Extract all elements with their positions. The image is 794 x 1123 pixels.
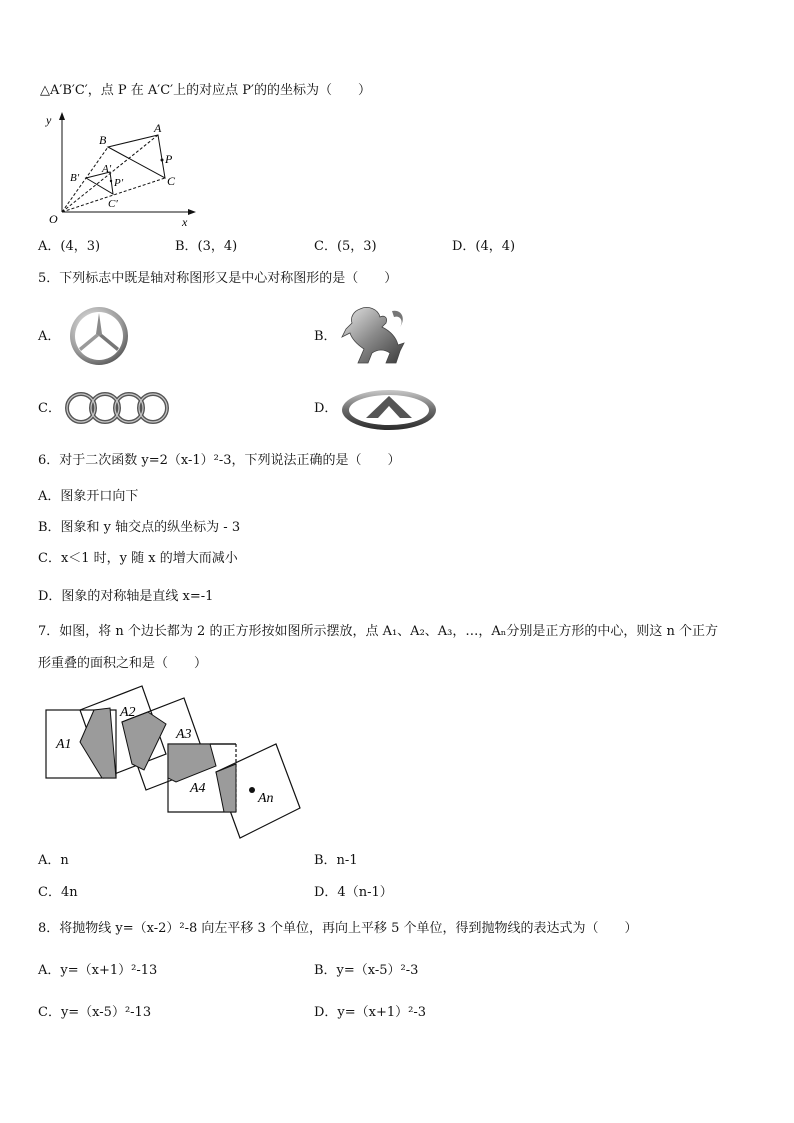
label-a: A — [154, 121, 162, 135]
q5-option-c-label[interactable]: C． — [38, 401, 61, 416]
q4-option-b[interactable]: B．(3，4) — [175, 239, 238, 254]
q7-option-b[interactable]: B．n-1 — [314, 853, 358, 868]
triangle-a1b1c1 — [86, 172, 113, 194]
q4-stem: △A′B′C′，点 P 在 A′C′上的对应点 P′的的坐标为（ ） — [40, 83, 371, 98]
q7-stem-line2: 形重叠的面积之和是（ ） — [38, 656, 208, 671]
q7-option-d[interactable]: D．4（n-1） — [314, 885, 393, 900]
ray-ob — [62, 147, 108, 212]
mercedes-logo-icon[interactable] — [68, 305, 130, 367]
overlap-4[interactable] — [216, 764, 236, 812]
label-a4: A4 — [190, 781, 206, 796]
q6-option-d[interactable]: D．图象的对称轴是直线 x=-1 — [38, 589, 214, 604]
center-an-dot — [249, 787, 255, 793]
q5-option-a-label[interactable]: A． — [38, 329, 61, 344]
q4-coordinate-figure — [40, 110, 210, 232]
q5-option-d-label[interactable]: D． — [314, 401, 338, 416]
triangle-abc — [108, 135, 165, 178]
q5-option-b-label[interactable]: B． — [314, 329, 337, 344]
label-c1: C′ — [108, 198, 118, 210]
point-p — [161, 159, 164, 162]
label-an: An — [258, 791, 274, 806]
q5-stem: 5．下列标志中既是轴对称图形又是中心对称图形的是（ ） — [38, 271, 398, 286]
q6-option-c[interactable]: C．x＜1 时，y 随 x 的增大而减小 — [38, 551, 238, 566]
infiniti-logo-icon[interactable] — [340, 388, 438, 432]
q8-option-b[interactable]: B．y=（x-5）²-3 — [314, 963, 419, 978]
q8-option-a[interactable]: A．y=（x+1）²-13 — [38, 963, 158, 978]
overlap-2[interactable] — [122, 712, 166, 770]
label-a1: A′ — [102, 163, 112, 175]
q7-squares-figure — [40, 682, 306, 844]
q7-option-a[interactable]: A．n — [38, 853, 69, 868]
label-c: C — [167, 174, 176, 188]
label-x: x — [182, 215, 188, 229]
y-axis-arrow — [59, 112, 65, 120]
label-a2: A2 — [120, 705, 136, 720]
point-p1 — [110, 180, 112, 182]
q8-stem: 8．将抛物线 y=（x-2）²-8 向左平移 3 个单位，再向上平移 5 个单位，得到抛物线的表达式为（ ） — [38, 921, 638, 936]
q8-option-c[interactable]: C．y=（x-5）²-13 — [38, 1005, 152, 1020]
overlap-1[interactable] — [80, 708, 116, 778]
x-axis-arrow — [188, 209, 196, 215]
q4-option-a[interactable]: A．(4，3) — [38, 239, 101, 254]
label-p: P — [165, 152, 173, 166]
q7-stem-line1: 7．如图，将 n 个边长都为 2 的正方形按如图所示摆放，点 A₁、A₂、A₃，…，Aₙ分别是正方形的中心，则这 n 个正方 — [38, 624, 719, 639]
q4-option-c[interactable]: C．(5，3) — [314, 239, 377, 254]
q6-option-b[interactable]: B．图象和 y 轴交点的纵坐标为 - 3 — [38, 520, 241, 535]
peugeot-lion-logo-icon[interactable] — [338, 305, 408, 367]
label-a1: A1 — [56, 737, 72, 752]
q4-option-d[interactable]: D．(4，4) — [452, 239, 516, 254]
overlap-3[interactable] — [168, 744, 216, 782]
label-b: B — [99, 133, 107, 147]
label-a3: A3 — [176, 727, 192, 742]
label-p1: P′ — [114, 177, 124, 189]
audi-rings-logo-icon[interactable] — [62, 390, 174, 426]
q6-option-a[interactable]: A．图象开口向下 — [38, 489, 139, 504]
q6-stem: 6．对于二次函数 y=2（x-1）²-3，下列说法正确的是（ ） — [38, 453, 401, 468]
label-y: y — [46, 113, 52, 127]
q8-option-d[interactable]: D．y=（x+1）²-3 — [314, 1005, 427, 1020]
label-b1: B′ — [70, 172, 80, 184]
label-o: O — [49, 212, 58, 226]
q7-option-c[interactable]: C．4n — [38, 885, 78, 900]
